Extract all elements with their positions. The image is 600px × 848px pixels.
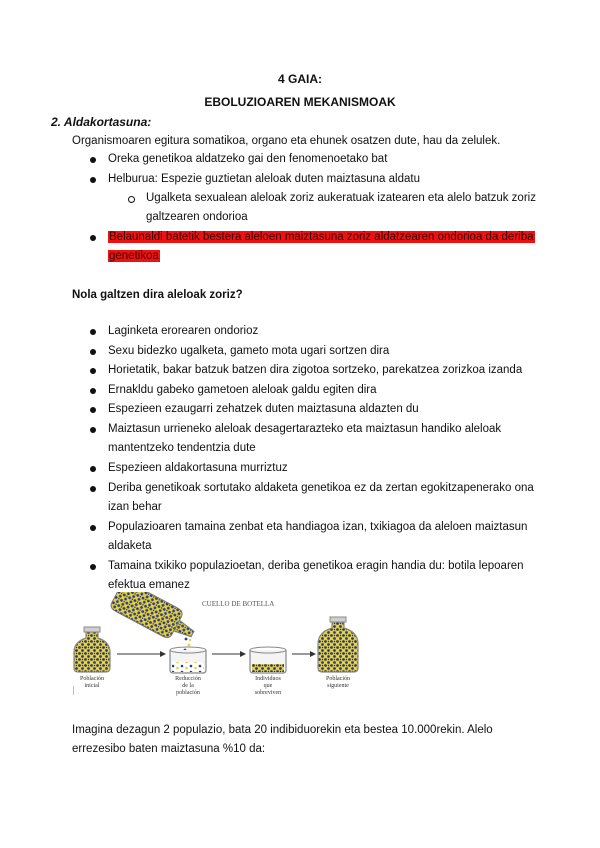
list-item: Deriba genetikoak sortutako aldaketa genetikoa ez da zertan egokitzapenerako ona — [108, 482, 534, 494]
list-item-cont: efektua emanez — [108, 579, 190, 591]
arrow-icon — [160, 651, 166, 657]
bullet-dot — [90, 466, 96, 472]
label-next-1: Población — [326, 676, 350, 682]
text-cursor-mark — [73, 686, 74, 695]
highlight-line-2: genetikoa — [109, 250, 159, 262]
bullet-dot — [90, 349, 96, 355]
page-title: 4 GAIA: — [277, 72, 322, 86]
reduction-beaker — [170, 647, 206, 673]
section-intro: Organismoaren egitura somatikoa, organo eta ehunek osatzen dute, hau da zelulek. — [72, 135, 501, 147]
list-item-cont: aldaketa — [108, 540, 152, 552]
sub-list-item: Ugalketa sexualean aleloak zoriz aukeratuak izatearen eta alelo batzuk zoriz — [146, 192, 536, 204]
bullet-dot — [90, 486, 96, 492]
bullet-dot — [90, 157, 96, 163]
list-item: Populazioaren tamaina zenbat eta handiagoa izan, txikiagoa da aleloen maiztasun — [108, 521, 528, 533]
bottleneck-figure — [72, 592, 372, 697]
highlight-line-1: Belaunaldi batetik bestera aleloen maiztasuna zoriz aldatzearen ondorioa da deriba — [109, 231, 534, 243]
label-next-2: siguiente — [327, 683, 349, 689]
bullet-dot — [90, 388, 96, 394]
survivors-beaker — [250, 647, 286, 673]
list-item-cont: mantentzeko tendentzia dute — [108, 442, 256, 454]
bullet-dot — [90, 235, 96, 241]
highlighted-item — [108, 231, 535, 243]
falling-dots — [184, 638, 192, 652]
list-item: Espezieen ezaugarri zehatzek duten maiztasuna aldazten du — [108, 403, 419, 415]
list-item: Sexu bidezko ugalketa, gameto mota ugari sortzen dira — [108, 345, 390, 357]
label-survivors-1: Individuos — [255, 676, 281, 682]
label-reduction-3: población — [176, 690, 200, 696]
bullet-dot — [90, 564, 96, 570]
section-heading: 2. Aldakortasuna: — [51, 115, 152, 129]
sub-list-item-cont: galtzearen ondorioa — [146, 211, 248, 223]
arrow-icon — [240, 651, 246, 657]
list-item: Horietatik, bakar batzuk batzen dira zigotoa sortzeko, parekatzea zorizkoa izanda — [108, 364, 523, 376]
label-survivors-3: sobreviven — [254, 690, 282, 696]
bullet-dot — [90, 329, 96, 335]
question-heading: Nola galtzen dira aleloak zoriz? — [72, 289, 243, 301]
highlighted-item-cont — [108, 250, 160, 262]
list-item: Maiztasun urrieneko aleloak desagertarazteko eta maiztasun handiko aleloak — [108, 423, 502, 435]
list-item: Laginketa erorearen ondorioz — [108, 325, 259, 337]
bullet-dot — [90, 407, 96, 413]
bullet-dot — [90, 368, 96, 374]
label-reduction-1: Reducción — [175, 676, 201, 682]
list-item-cont: izan behar — [108, 501, 162, 513]
list-item: Oreka genetikoa aldatzeko gai den fenomenoetako bat — [108, 153, 388, 165]
initial-population-jar — [74, 627, 110, 672]
bullet-dot — [90, 177, 96, 183]
sub-bullet-dot — [128, 196, 135, 203]
label-initial-2: inicial — [84, 683, 100, 689]
bullet-dot — [90, 525, 96, 531]
figure-title: CUELLO DE BOTELLA — [202, 600, 275, 608]
closing-line-2: errezesibo baten maiztasuna %10 da: — [72, 743, 266, 755]
closing-line-1: Imagina dezagun 2 populazio, bata 20 indibiduorekin eta bestea 10.000rekin. Alelo — [72, 724, 493, 736]
label-survivors-2: que — [263, 683, 273, 689]
list-item: Helburua: Espezie guztietan aleloak duten maiztasuna aldatu — [108, 173, 420, 185]
next-population-jar — [318, 617, 358, 672]
arrow-icon — [310, 651, 316, 657]
bullet-dot — [90, 427, 96, 433]
list-item: Espezieen aldakortasuna murriztuz — [108, 462, 288, 474]
label-initial-1: Población — [80, 676, 104, 682]
list-item: Ernakldu gabeko gametoen aleloak galdu egiten dira — [108, 384, 377, 396]
list-item: Tamaina txikiko populazioetan, deriba genetikoa eragin handia du: botila lepoaren — [108, 560, 524, 572]
page-subtitle: EBOLUZIOAREN MEKANISMOAK — [204, 95, 396, 109]
label-reduction-2: de la — [182, 683, 194, 689]
